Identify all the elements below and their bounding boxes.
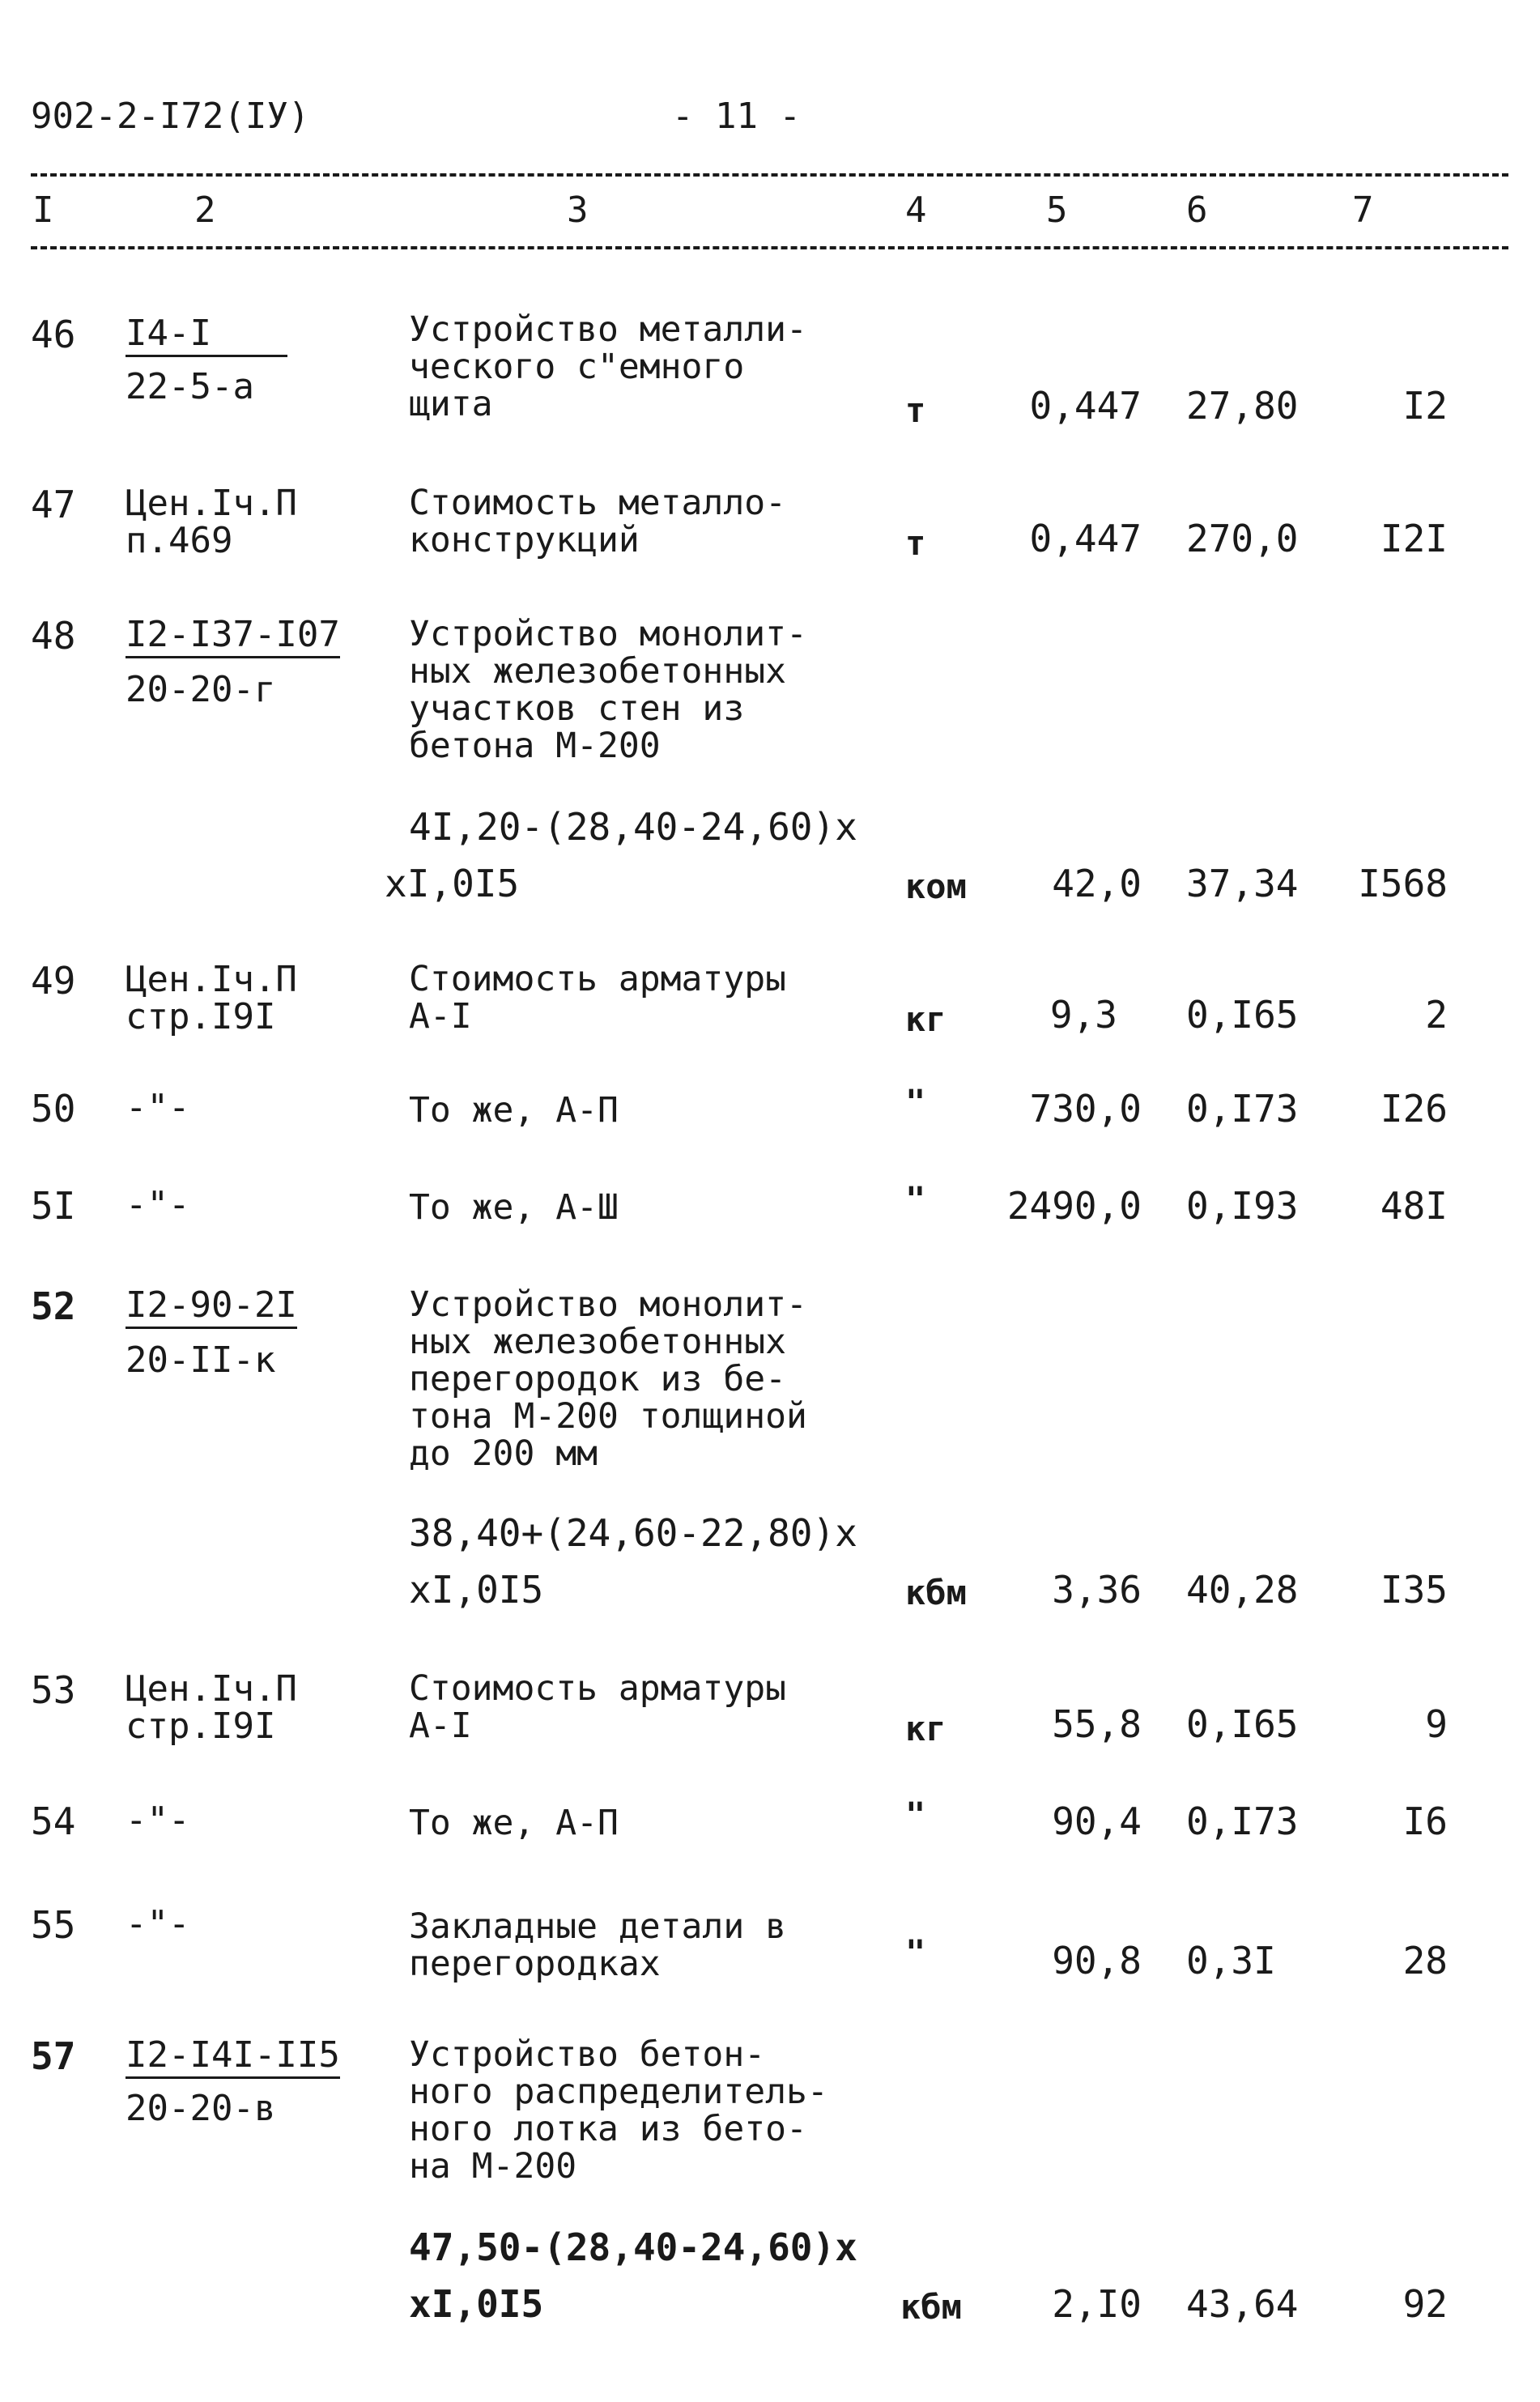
unit: ": [905, 1082, 926, 1122]
quantity: 0,447: [1029, 384, 1142, 428]
unit: ком: [905, 867, 967, 906]
total-cost: 2: [1425, 993, 1448, 1037]
unit-price: 0,I65: [1186, 993, 1299, 1037]
row-number: 49: [31, 959, 76, 1003]
quantity: 42,0: [1052, 862, 1142, 905]
column-header-4: 4: [905, 190, 927, 231]
unit-price: 27,80: [1186, 384, 1299, 428]
unit-price: 0,I73: [1186, 1799, 1299, 1843]
unit-price: 40,28: [1186, 1568, 1299, 1612]
volume-formula: 4I,20-(28,40-24,60)x: [409, 805, 857, 849]
work-description: Устройство бетон- ного распределитель- ного лотка из бето- на М-200: [409, 2034, 828, 2187]
norm-code: Цен.Iч.П: [125, 1668, 297, 1710]
norm-code: I2-90-2I: [125, 1288, 297, 1329]
unit: кг: [905, 999, 947, 1039]
total-cost: 28: [1402, 1939, 1448, 1983]
column-header-2: 2: [194, 190, 216, 231]
norm-subcode: стр.I9I: [125, 1706, 276, 1747]
norm-code: Цен.Iч.П: [125, 959, 297, 1000]
row-number: 50: [31, 1087, 76, 1131]
row-number: 55: [31, 1903, 76, 1947]
row-number: 52: [31, 1284, 76, 1328]
total-cost: I568: [1358, 862, 1448, 905]
unit: ": [905, 1179, 926, 1219]
work-description: Устройство монолит- ных железобетонных участков стен из бетона М-200: [409, 614, 807, 766]
unit: кг: [905, 1709, 947, 1748]
unit: ": [905, 1932, 926, 1972]
work-description: Устройство монолит- ных железобетонных перегородок из бе- тона М-200 толщиной до 200 мм: [409, 1284, 807, 1474]
quantity: 9,3: [1049, 993, 1117, 1037]
unit-price: 43,64: [1186, 2282, 1299, 2326]
unit: т: [905, 523, 926, 563]
total-cost: I2I: [1380, 517, 1448, 560]
quantity: 2,I0: [1052, 2282, 1142, 2326]
column-header-6: 6: [1186, 190, 1208, 231]
work-description: То же, А-П: [409, 1090, 619, 1131]
norm-subcode: стр.I9I: [125, 996, 276, 1037]
quantity: 90,8: [1052, 1939, 1142, 1983]
work-description: Устройство металли- ческого с"емного щита: [409, 309, 807, 424]
quantity: 730,0: [1029, 1087, 1142, 1131]
volume-formula-cont: xI,0I5: [385, 862, 520, 905]
total-cost: I26: [1380, 1087, 1448, 1131]
unit: т: [905, 390, 926, 430]
work-description: То же, А-Ш: [409, 1187, 619, 1228]
quantity: 55,8: [1052, 1702, 1142, 1746]
volume-formula-cont: xI,0I5: [409, 2282, 544, 2326]
norm-code: I2-I37-I07: [125, 617, 340, 658]
unit: ": [905, 1795, 926, 1834]
norm-subcode: 20-20-г: [125, 669, 276, 710]
work-description: Закладные детали в перегородках: [409, 1906, 786, 1984]
row-number: 47: [31, 483, 76, 526]
quantity: 90,4: [1052, 1799, 1142, 1843]
row-number: 5I: [31, 1184, 76, 1228]
column-header-5: 5: [1046, 190, 1068, 231]
row-number: 54: [31, 1799, 76, 1843]
norm-subcode: 22-5-а: [125, 366, 254, 407]
row-number: 48: [31, 614, 76, 658]
norm-subcode: п.469: [125, 520, 233, 561]
norm-code: I4-I: [125, 316, 287, 357]
total-cost: I2: [1402, 384, 1448, 428]
column-header-3: 3: [567, 190, 589, 231]
unit-price: 0,I65: [1186, 1702, 1299, 1746]
unit-price: 0,I93: [1186, 1184, 1299, 1228]
header-rule-bottom: [31, 246, 1508, 249]
column-header-1: I: [32, 190, 54, 231]
volume-formula: 47,50-(28,40-24,60)x: [409, 2225, 857, 2269]
work-description: Стоимость арматуры А-I: [409, 959, 786, 1037]
norm-code: -"-: [125, 1903, 190, 1944]
quantity: 0,447: [1029, 517, 1142, 560]
document-code: 902-2-I72(IУ): [31, 96, 310, 137]
row-number: 57: [31, 2034, 76, 2078]
norm-code: Цен.Iч.П: [125, 483, 297, 524]
norm-code: I2-I4I-II5: [125, 2038, 340, 2079]
total-cost: I6: [1402, 1799, 1448, 1843]
work-description: Стоимость металло- конструкций: [409, 483, 786, 560]
unit-price: 37,34: [1186, 862, 1299, 905]
unit-price: 0,3I: [1186, 1939, 1276, 1983]
norm-code: -"-: [125, 1184, 190, 1225]
work-description: То же, А-П: [409, 1803, 619, 1843]
unit: кбм: [900, 2287, 962, 2327]
row-number: 46: [31, 313, 76, 356]
total-cost: I35: [1380, 1568, 1448, 1612]
norm-code: -"-: [125, 1799, 190, 1841]
page-number: - 11 -: [672, 96, 801, 137]
unit: кбм: [905, 1573, 967, 1612]
column-header-7: 7: [1352, 190, 1374, 231]
quantity: 3,36: [1052, 1568, 1142, 1612]
norm-subcode: 20-20-в: [125, 2088, 276, 2129]
volume-formula: 38,40+(24,60-22,80)x: [409, 1511, 857, 1555]
total-cost: 92: [1402, 2282, 1448, 2326]
total-cost: 48I: [1380, 1184, 1448, 1228]
total-cost: 9: [1425, 1702, 1448, 1746]
norm-subcode: 20-II-к: [125, 1339, 276, 1381]
volume-formula-cont: xI,0I5: [409, 1568, 544, 1612]
norm-code: -"-: [125, 1087, 190, 1128]
work-description: Стоимость арматуры А-I: [409, 1668, 786, 1746]
quantity: 2490,0: [1006, 1184, 1142, 1228]
unit-price: 0,I73: [1186, 1087, 1299, 1131]
unit-price: 270,0: [1186, 517, 1299, 560]
header-rule-top: [31, 173, 1508, 177]
row-number: 53: [31, 1668, 76, 1712]
